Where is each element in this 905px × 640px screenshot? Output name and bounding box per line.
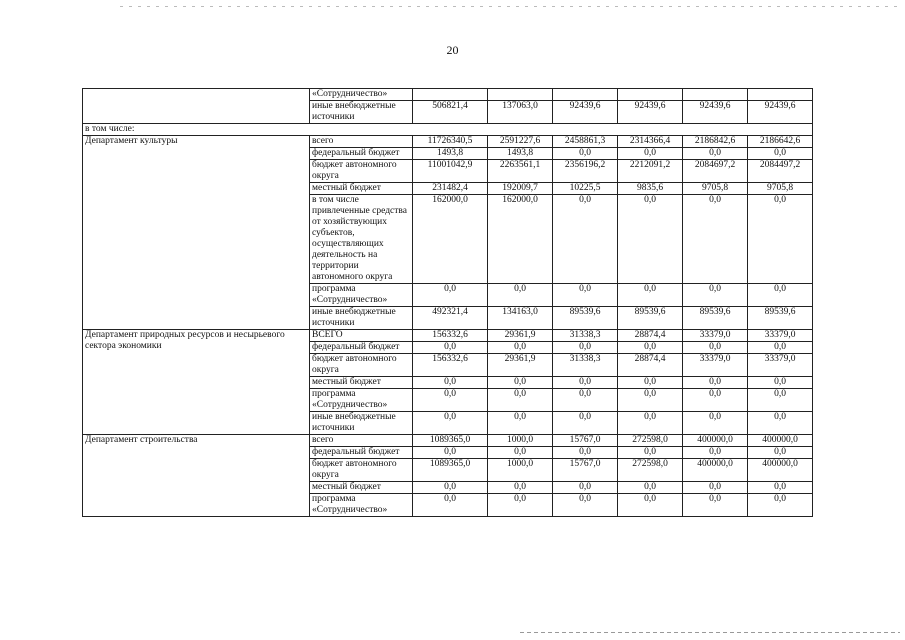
- value-cell: 2263561,1: [488, 160, 553, 183]
- value-cell: 0,0: [748, 195, 813, 284]
- value-cell: 9705,8: [748, 183, 813, 195]
- value-cell: 0,0: [683, 482, 748, 494]
- value-cell: 2084497,2: [748, 160, 813, 183]
- value-cell: 15767,0: [553, 459, 618, 482]
- value-cell: 1089365,0: [413, 459, 488, 482]
- value-cell: 1000,0: [488, 435, 553, 447]
- table-row: [83, 136, 813, 148]
- value-cell: 0,0: [748, 342, 813, 354]
- value-cell: 156332,6: [413, 354, 488, 377]
- value-cell: 29361,9: [488, 354, 553, 377]
- value-cell: 0,0: [413, 447, 488, 459]
- value-cell: 0,0: [618, 389, 683, 412]
- in-that-number-label: в том числе:: [83, 124, 813, 136]
- value-cell: 400000,0: [748, 435, 813, 447]
- value-cell: 0,0: [413, 482, 488, 494]
- row-label: бюджет автономного округа: [310, 354, 413, 377]
- value-cell: 2212091,2: [618, 160, 683, 183]
- value-cell: 9705,8: [683, 183, 748, 195]
- value-cell: [488, 89, 553, 101]
- value-cell: 0,0: [683, 389, 748, 412]
- row-label: бюджет автономного округа: [310, 160, 413, 183]
- value-cell: 2356196,2: [553, 160, 618, 183]
- value-cell: 0,0: [413, 494, 488, 517]
- value-cell: 0,0: [748, 284, 813, 307]
- value-cell: 0,0: [748, 482, 813, 494]
- value-cell: 0,0: [683, 447, 748, 459]
- table-row: [83, 89, 813, 101]
- value-cell: 162000,0: [488, 195, 553, 284]
- value-cell: 92439,6: [748, 101, 813, 124]
- value-cell: 0,0: [618, 284, 683, 307]
- value-cell: 10225,5: [553, 183, 618, 195]
- row-label: местный бюджет: [310, 183, 413, 195]
- value-cell: 1000,0: [488, 459, 553, 482]
- row-label: федеральный бюджет: [310, 148, 413, 160]
- value-cell: 400000,0: [748, 459, 813, 482]
- value-cell: 0,0: [413, 377, 488, 389]
- value-cell: 89539,6: [683, 307, 748, 330]
- value-cell: 29361,9: [488, 330, 553, 342]
- value-cell: 89539,6: [553, 307, 618, 330]
- value-cell: 11726340,5: [413, 136, 488, 148]
- row-label: «Сотрудничество»: [310, 89, 413, 101]
- row-label: бюджет автономного округа: [310, 459, 413, 482]
- table-row: [83, 435, 813, 447]
- row-label: программа «Сотрудничество»: [310, 494, 413, 517]
- value-cell: 0,0: [488, 342, 553, 354]
- value-cell: 31338,3: [553, 330, 618, 342]
- value-cell: 0,0: [488, 447, 553, 459]
- value-cell: 89539,6: [748, 307, 813, 330]
- value-cell: 92439,6: [553, 101, 618, 124]
- value-cell: 192009,7: [488, 183, 553, 195]
- value-cell: 0,0: [488, 377, 553, 389]
- value-cell: 2314366,4: [618, 136, 683, 148]
- value-cell: 2591227,6: [488, 136, 553, 148]
- value-cell: 2084697,2: [683, 160, 748, 183]
- value-cell: 92439,6: [618, 101, 683, 124]
- value-cell: 1089365,0: [413, 435, 488, 447]
- value-cell: 0,0: [553, 412, 618, 435]
- scan-artifact-bottom: [520, 632, 900, 633]
- row-label: в том числе привлеченные средства от хозяйствующих субъектов, осуществляющих деятельность на территории автономного округа: [310, 195, 413, 284]
- value-cell: 0,0: [413, 284, 488, 307]
- value-cell: 0,0: [748, 148, 813, 160]
- value-cell: 0,0: [413, 412, 488, 435]
- section-caption-row: [83, 124, 813, 136]
- value-cell: 0,0: [618, 447, 683, 459]
- value-cell: 31338,3: [553, 354, 618, 377]
- page-number: 20: [446, 43, 459, 57]
- value-cell: 1493,8: [488, 148, 553, 160]
- row-label: всего: [310, 435, 413, 447]
- value-cell: 92439,6: [683, 101, 748, 124]
- value-cell: 33379,0: [683, 330, 748, 342]
- value-cell: [618, 89, 683, 101]
- value-cell: 0,0: [488, 494, 553, 517]
- row-label: местный бюджет: [310, 482, 413, 494]
- value-cell: 0,0: [553, 389, 618, 412]
- value-cell: 0,0: [488, 389, 553, 412]
- value-cell: 0,0: [618, 482, 683, 494]
- value-cell: 400000,0: [683, 435, 748, 447]
- value-cell: [748, 89, 813, 101]
- value-cell: 33379,0: [683, 354, 748, 377]
- value-cell: 0,0: [553, 342, 618, 354]
- row-label: ВСЕГО: [310, 330, 413, 342]
- value-cell: 0,0: [683, 412, 748, 435]
- department-name: Департамент строительства: [83, 435, 310, 517]
- value-cell: 0,0: [683, 494, 748, 517]
- value-cell: 156332,6: [413, 330, 488, 342]
- value-cell: 0,0: [488, 284, 553, 307]
- row-label: иные внебюджетные источники: [310, 412, 413, 435]
- value-cell: 272598,0: [618, 459, 683, 482]
- budget-table: [82, 88, 813, 517]
- value-cell: 0,0: [748, 389, 813, 412]
- row-label: федеральный бюджет: [310, 447, 413, 459]
- value-cell: 2186842,6: [683, 136, 748, 148]
- row-label: федеральный бюджет: [310, 342, 413, 354]
- department-name: Департамент природных ресурсов и несырьевого сектора экономики: [83, 330, 310, 435]
- value-cell: 0,0: [618, 342, 683, 354]
- value-cell: 400000,0: [683, 459, 748, 482]
- value-cell: 33379,0: [748, 354, 813, 377]
- table-row: [83, 330, 813, 342]
- value-cell: 0,0: [618, 412, 683, 435]
- row-label: программа «Сотрудничество»: [310, 389, 413, 412]
- value-cell: 0,0: [618, 195, 683, 284]
- value-cell: 0,0: [618, 494, 683, 517]
- value-cell: 28874,4: [618, 330, 683, 342]
- value-cell: 28874,4: [618, 354, 683, 377]
- value-cell: 2458861,3: [553, 136, 618, 148]
- department-name: Департамент культуры: [83, 136, 310, 330]
- value-cell: 0,0: [553, 284, 618, 307]
- scan-artifact-top: [120, 6, 900, 7]
- row-label: иные внебюджетные источники: [310, 307, 413, 330]
- value-cell: 0,0: [413, 389, 488, 412]
- value-cell: 137063,0: [488, 101, 553, 124]
- value-cell: 0,0: [683, 284, 748, 307]
- value-cell: 0,0: [683, 195, 748, 284]
- value-cell: 0,0: [553, 195, 618, 284]
- value-cell: 162000,0: [413, 195, 488, 284]
- value-cell: [683, 89, 748, 101]
- value-cell: 2186642,6: [748, 136, 813, 148]
- value-cell: 0,0: [618, 377, 683, 389]
- value-cell: 0,0: [683, 377, 748, 389]
- value-cell: 0,0: [748, 377, 813, 389]
- value-cell: 1493,8: [413, 148, 488, 160]
- row-label: местный бюджет: [310, 377, 413, 389]
- value-cell: 0,0: [748, 447, 813, 459]
- value-cell: 0,0: [553, 447, 618, 459]
- value-cell: [413, 89, 488, 101]
- value-cell: [553, 89, 618, 101]
- row-label: программа «Сотрудничество»: [310, 284, 413, 307]
- row-label: иные внебюджетные источники: [310, 101, 413, 124]
- value-cell: 0,0: [553, 482, 618, 494]
- value-cell: 0,0: [748, 412, 813, 435]
- value-cell: 0,0: [488, 482, 553, 494]
- value-cell: 0,0: [553, 377, 618, 389]
- value-cell: 272598,0: [618, 435, 683, 447]
- value-cell: 0,0: [683, 148, 748, 160]
- value-cell: 0,0: [413, 342, 488, 354]
- value-cell: 15767,0: [553, 435, 618, 447]
- value-cell: 33379,0: [748, 330, 813, 342]
- value-cell: 11001042,9: [413, 160, 488, 183]
- value-cell: 231482,4: [413, 183, 488, 195]
- value-cell: 9835,6: [618, 183, 683, 195]
- value-cell: 0,0: [488, 412, 553, 435]
- value-cell: 0,0: [618, 148, 683, 160]
- value-cell: 506821,4: [413, 101, 488, 124]
- empty-dept-cell: [83, 89, 310, 124]
- value-cell: 0,0: [553, 494, 618, 517]
- value-cell: 134163,0: [488, 307, 553, 330]
- value-cell: 0,0: [748, 494, 813, 517]
- value-cell: 0,0: [683, 342, 748, 354]
- value-cell: 492321,4: [413, 307, 488, 330]
- value-cell: 89539,6: [618, 307, 683, 330]
- value-cell: 0,0: [553, 148, 618, 160]
- row-label: всего: [310, 136, 413, 148]
